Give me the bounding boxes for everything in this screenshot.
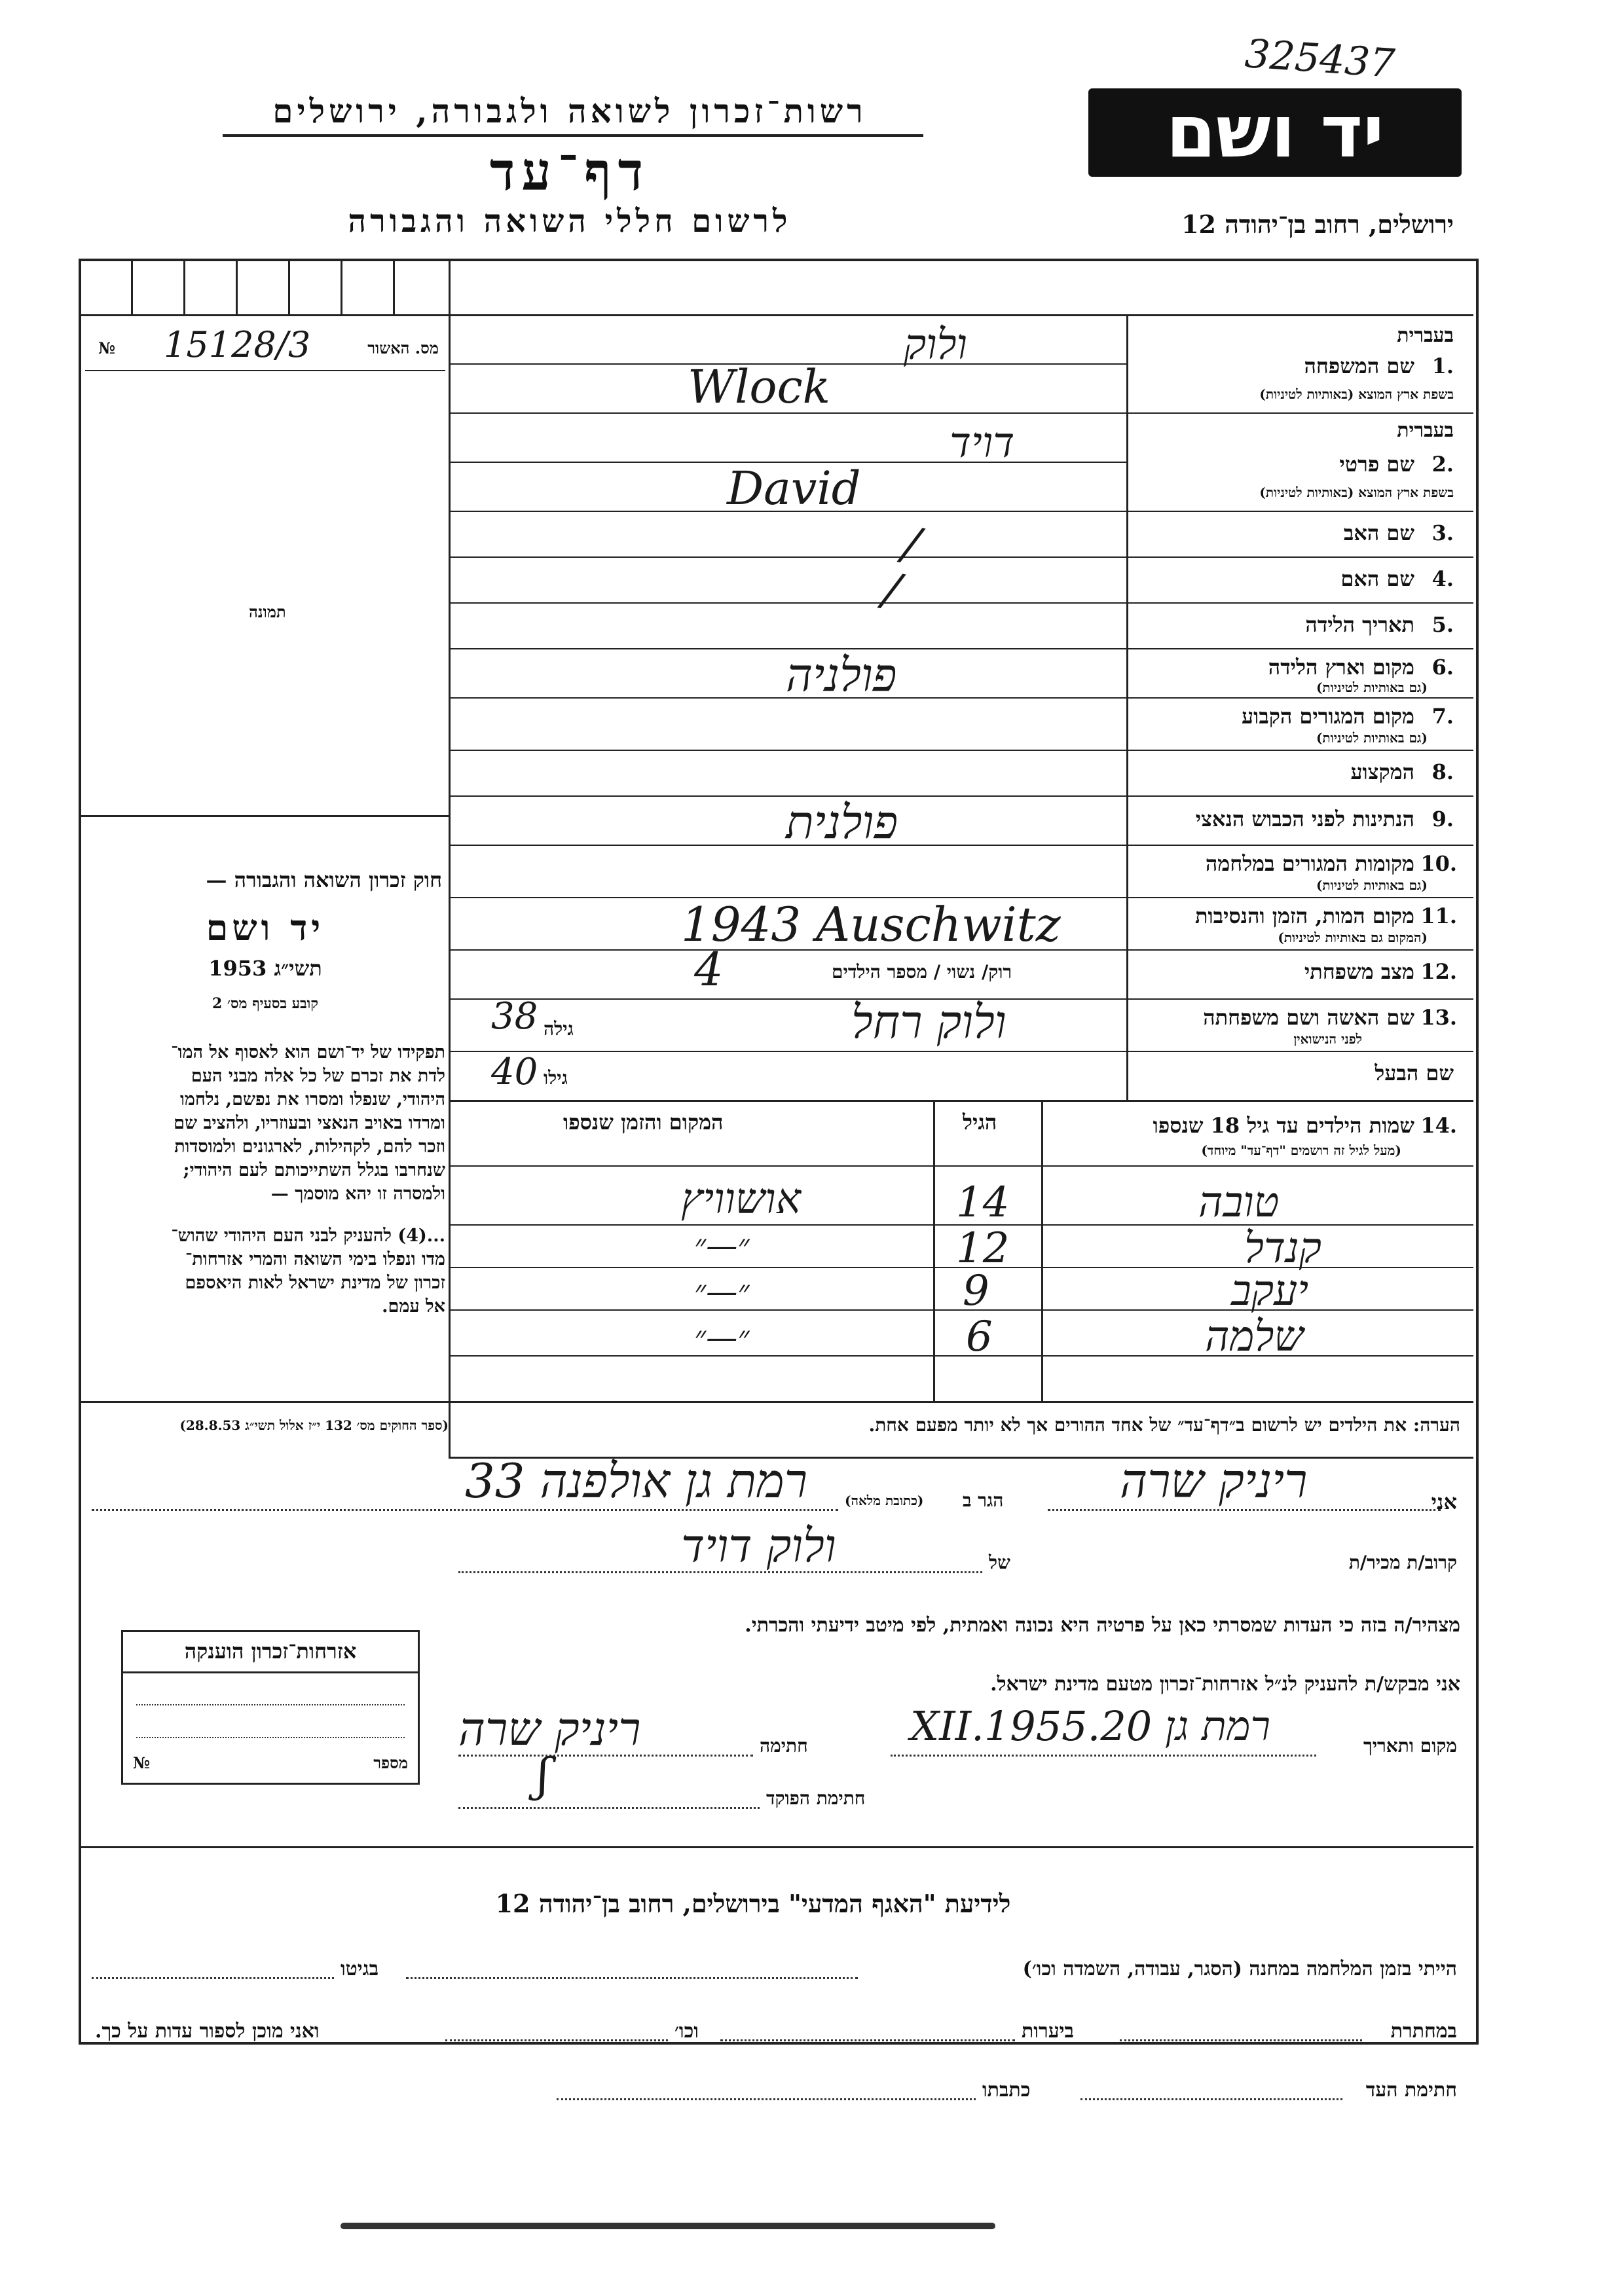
field-4-number: 4.: [1431, 566, 1454, 591]
field-6-value: פולניה: [786, 648, 897, 702]
signature-label: חתימה: [760, 1735, 808, 1757]
file-number: 325437: [1243, 31, 1397, 87]
resident-label: הגר ב: [963, 1489, 1004, 1511]
field-1-number: 1.: [1431, 354, 1454, 378]
children-table-note: (מעל לגיל זה רושמים "דף־עד" מיוחד): [1201, 1142, 1401, 1158]
field-13-number: 13.: [1420, 1005, 1457, 1030]
law-source: (ספר החוקים מס׳ 132 י״ז אלול תשי״ג 28.8.53): [179, 1417, 449, 1433]
wife-age-value: 38: [491, 995, 538, 1038]
footer-testimony-label: ואני מוכן לספור עדות על כך.: [95, 2020, 320, 2043]
children-remark: הערה: את הילדים יש לרשום ב״דף־עד״ של אחד ההורים אך לא יותר מפעם אחת.: [868, 1414, 1460, 1436]
yad-vashem-logo: [1088, 88, 1462, 177]
field-1-lang-label: בעברית: [1397, 324, 1454, 347]
child-name: שלמה: [1205, 1313, 1304, 1361]
field-1-label: שם המשפחה: [1304, 354, 1414, 378]
field-8-number: 8.: [1431, 759, 1454, 784]
approval-label: מס. האשור: [367, 338, 439, 357]
law-section: קובע בסעיף מס׳ 2: [212, 995, 319, 1012]
field-2-note: בשפת ארץ המוצא (באותיות לטיניות): [1259, 484, 1454, 500]
field-1-latin-value: Wlock: [688, 360, 831, 414]
law-text-line: היהודי, שנפלו ומסרו את נפשם, נלחמו: [179, 1089, 445, 1110]
field-9-value: פולנית: [786, 795, 898, 849]
footer-address-label: כתבתו: [982, 2079, 1031, 2102]
field-10-number: 10.: [1420, 851, 1457, 876]
field-13-label: שם האשה ושם משפחתה: [1203, 1005, 1414, 1030]
place-date-label: מקום ותאריך: [1363, 1735, 1457, 1757]
organization-name: רשות־זכרון לשואה ולגבורה, ירושלים: [272, 92, 867, 130]
citizenship-box-title: אזרחות־זכרון הוענקה: [184, 1639, 357, 1664]
signature-value: ריניק שרה: [458, 1702, 641, 1756]
address-note: (כתובת מלאה): [845, 1493, 924, 1508]
footer-ghetto-label: בגיטו: [341, 1958, 379, 1980]
field-13-value: ולוק רחל: [851, 995, 1006, 1049]
field-12-number: 12.: [1420, 959, 1457, 984]
children-col-place: המקום והזמן שנספו: [563, 1110, 724, 1135]
field-3-number: 3.: [1431, 520, 1454, 545]
law-text-line: שנחרבו בגלל השתייכותם לעם היהודי;: [183, 1160, 445, 1180]
field-8-label: המקצוע: [1350, 759, 1414, 784]
citizenship-request: אני מבקש/ת להעניק לנ״ל אזרחות־זכרון מטעם מדינת ישראל.: [990, 1673, 1460, 1696]
child-name: יעקב: [1231, 1267, 1309, 1315]
field-12-label: מצב משפחתי: [1304, 959, 1414, 984]
field-9-label: הנתינות לפני הכבוש הנאצי: [1195, 807, 1414, 831]
relative-name: ולוק דויד: [681, 1519, 836, 1573]
field-11-label: מקום המות, הזמן והנסיבות: [1194, 903, 1414, 928]
relative-label: קרוב/ת מכיר/ת: [1348, 1552, 1457, 1573]
field-1-hebrew-value: ולוק: [904, 321, 967, 369]
field-2-hebrew-value: דויד: [950, 419, 1015, 467]
husband-age-label: גילו: [544, 1067, 568, 1089]
law-text-line: מדו ונפלו בימי השואה והמרי אזרחות־: [185, 1249, 445, 1269]
logo-text: יד ושם: [1166, 90, 1384, 173]
law-text-line: אל עמם.: [382, 1296, 445, 1317]
law-name: יד ושם: [206, 907, 325, 949]
child-age: 12: [956, 1224, 1010, 1273]
law-text: [82, 1041, 445, 1319]
field-12-children-count: 4: [694, 943, 724, 996]
field-13-note: לפני הנישואין: [1293, 1031, 1362, 1047]
field-12-prefix: רוק/ נשוי / מספר הילדים: [832, 961, 1012, 983]
official-signature-label: חתימת הפוקד: [766, 1787, 866, 1809]
approval-number: 15128/3: [164, 324, 311, 365]
field-5-number: 5.: [1431, 612, 1454, 637]
field-6-number: 6.: [1431, 655, 1454, 680]
field-2-label: שם פרטי: [1339, 452, 1414, 477]
field-11-value: 1943 Auschwitz: [681, 897, 1061, 952]
field-6-label: מקום וארץ הלידה: [1268, 655, 1414, 680]
of-label: של: [989, 1552, 1010, 1573]
law-text-line: וזכר להם, לקהילות, לארגונים ולמוסדות: [174, 1137, 445, 1157]
law-title: חוק זכרון השואה והגבורה —: [206, 867, 442, 892]
citizenship-box: [121, 1630, 420, 1785]
field-6-note: (גם באותיות לטיניות): [1316, 680, 1428, 695]
field-2-latin-value: David: [727, 462, 861, 515]
child-place: אושוויץ: [681, 1175, 801, 1224]
child-place: ״—״: [694, 1228, 750, 1264]
field-10-note: (גם באותיות לטיניות): [1316, 877, 1428, 893]
official-mark: ʃ: [537, 1748, 550, 1802]
law-year: תשי״ג 1953: [208, 956, 322, 981]
child-age: 6: [966, 1313, 993, 1361]
footer-forests-label: ביערות: [1022, 2020, 1075, 2043]
child-age: 14: [956, 1178, 1010, 1227]
photo-label: תמונה: [249, 602, 286, 621]
child-name: קנדל: [1244, 1224, 1322, 1273]
declarant-label: אני: [1431, 1489, 1457, 1514]
citizenship-box-no-symbol: №: [133, 1753, 151, 1772]
form-subtitle: לרשום חללי השואה והגבורה: [348, 203, 792, 240]
law-text-line: ומרדו באויב הנאצי ובעוזריו, ולהציב שם: [174, 1113, 445, 1133]
declarant-address: רמת גן אולפנה 33: [465, 1453, 807, 1508]
field-9-number: 9.: [1431, 807, 1454, 831]
approval-number-row: [85, 324, 442, 363]
field-2-lang-label: בעברית: [1397, 419, 1454, 442]
footer-title: לידיעת "האגף המדעי" בירושלים, רחוב בן־יהודה 12: [495, 1889, 1011, 1918]
field-2-number: 2.: [1431, 452, 1454, 477]
field-11-note: (המקום גם באותיות לטיניות): [1278, 930, 1428, 945]
law-text-line: זכרון של מדינת ישראל לאות היאספם: [185, 1273, 445, 1293]
field-3-value: /: [899, 516, 924, 572]
husband-age-value: 40: [491, 1051, 538, 1093]
address: ירושלים, רחוב בן־יהודה 12: [1181, 210, 1454, 239]
approval-no-symbol: №: [98, 338, 116, 357]
child-name: טובה: [1198, 1178, 1280, 1227]
scan-artifact-line: [341, 2223, 995, 2229]
field-5-label: תאריך הלידה: [1305, 612, 1414, 637]
field-10-label: מקומות המגורים במלחמה: [1205, 851, 1414, 876]
law-text-line: ...(4) להעניק לבני העם היהודי שהוש־: [171, 1226, 445, 1246]
field-4-label: שם האם: [1340, 566, 1414, 591]
law-text-line: ולמסרה זו יהא מוסמך —: [270, 1184, 445, 1204]
form-title: דף־עד: [489, 141, 650, 202]
wife-age-label: גילה: [544, 1018, 574, 1040]
child-place: ״—״: [694, 1273, 750, 1310]
field-3-label: שם האב: [1343, 520, 1414, 545]
field-7-label: מקום המגורים הקבוע: [1242, 704, 1414, 729]
law-text-line: לדת את זכרם של כל אלה מבני העם: [191, 1066, 445, 1086]
field-7-number: 7.: [1431, 704, 1454, 729]
field-14-number: 14.: [1420, 1113, 1457, 1138]
law-text-line: תפקידו של יד־ושם הוא לאסוף אל המו־: [171, 1042, 445, 1063]
footer-etc-label: וכו׳: [674, 2020, 699, 2043]
place-date-value: רמת גן 20.XII.1955: [910, 1702, 1270, 1750]
husband-label: שם הבעל: [1375, 1061, 1454, 1085]
field-11-number: 11.: [1420, 903, 1457, 928]
child-age: 9: [963, 1267, 989, 1315]
field-7-note: (גם באותיות לטיניות): [1316, 730, 1428, 746]
declaration-statement: מצהיר/ה בזה כי העדות שמסרתי כאן על פרטיה היא נכונה ואמתית, לפי מיטב ידיעתי והכרתי.: [745, 1614, 1460, 1637]
footer-underground-label: במחתרת: [1390, 2020, 1457, 2043]
children-col-age: הגיל: [963, 1110, 997, 1135]
children-table-title: שמות הילדים עד גיל 18 שנספו: [1153, 1113, 1414, 1138]
field-1-note: בשפת ארץ המוצא (באותיות לטיניות): [1259, 386, 1454, 402]
footer-line1-label: הייתי בזמן המלחמה במחנה (הסגר, עבודה, השמדה וכו׳): [1022, 1958, 1457, 1980]
declarant-name: ריניק שרה: [1120, 1453, 1308, 1508]
footer-witness-signature-label: חתימת העד: [1365, 2079, 1457, 2102]
citizenship-box-number-label: מספר: [373, 1753, 408, 1772]
field-4-value: /: [879, 562, 904, 618]
child-place: ״—״: [694, 1319, 750, 1356]
